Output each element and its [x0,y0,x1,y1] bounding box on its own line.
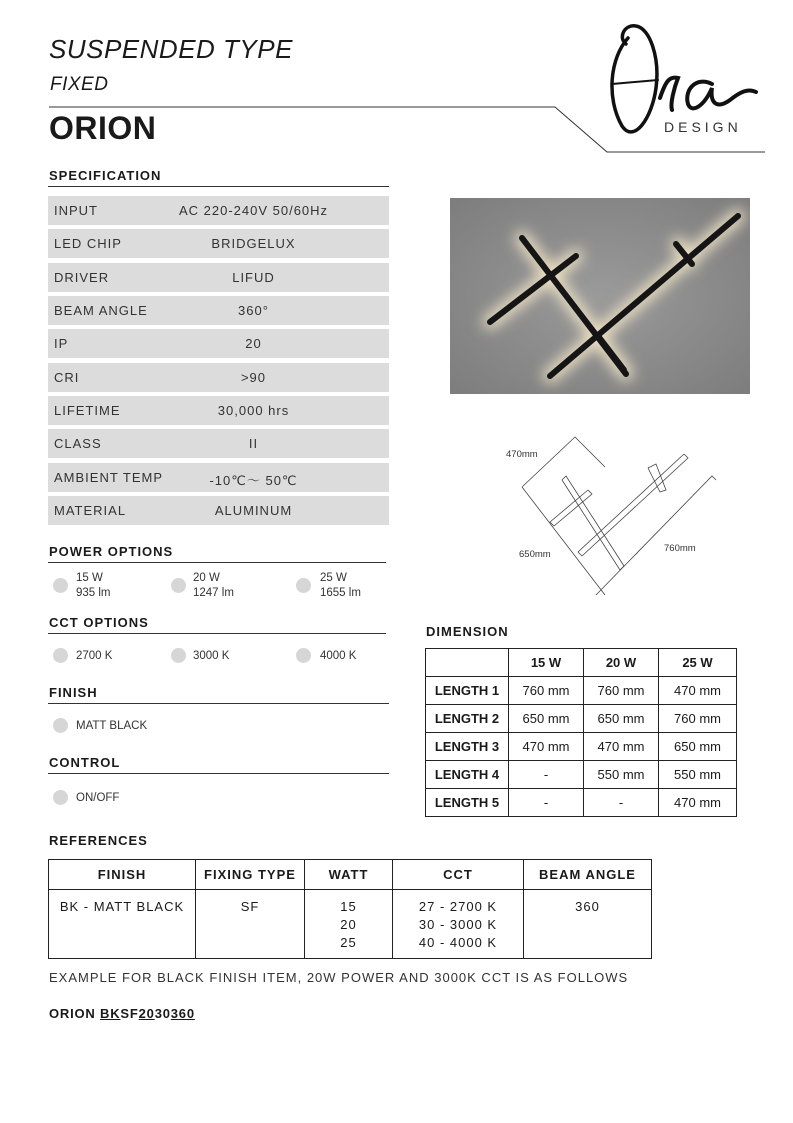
spec-row-input [48,196,389,225]
spec-value: ALUMINUM [214,503,293,518]
spec-row-beam-angle [48,296,389,325]
references-beam-cell: 360 [524,890,652,959]
dimension-col-header: 20 W [584,649,659,677]
power-lumen: 935 lm [76,587,111,599]
table-row [426,733,737,761]
spec-label: DRIVER [54,270,110,285]
dimension-cell: - [509,761,584,789]
specification-rule [48,186,389,187]
spec-value: II [248,436,259,451]
dimension-cell: - [509,789,584,817]
code-fixing: SF [120,1006,139,1021]
spec-label: IP [54,336,69,351]
code-beam: 360 [170,1006,195,1021]
spec-value: 360° [238,303,269,318]
power-watt: 20 W [193,572,220,584]
dimension-cell: 760 mm [509,677,584,705]
power-15w-radio[interactable] [53,578,68,593]
power-options-rule [48,562,386,563]
dimension-cell: 650 mm [584,705,659,733]
references-col-header: FINISH [49,860,196,890]
product-photo [450,198,750,394]
spec-row-cri [48,363,389,392]
dimension-cell: - [584,789,659,817]
spec-row-driver [48,263,389,292]
spec-value: 20 [245,336,262,351]
table-row [426,677,737,705]
dimension-drawing [500,430,730,600]
control-onoff-label[interactable]: ON/OFF [76,792,120,804]
spec-label: CLASS [54,436,102,451]
dimension-row-label: LENGTH 2 [426,705,509,733]
cct-2700-radio[interactable] [53,648,68,663]
dimension-row-label: LENGTH 1 [426,677,509,705]
cct-2700-label[interactable]: 2700 K [76,650,113,662]
table-row [426,705,737,733]
specification-heading: SPECIFICATION [49,168,162,183]
references-watt-value: 25 [340,935,357,950]
power-20w-option[interactable] [193,571,234,601]
dimension-cell: 550 mm [584,761,659,789]
cct-options-heading: CCT OPTIONS [49,615,149,630]
cct-options-rule [48,633,386,634]
dimension-cell: 470 mm [509,733,584,761]
type-heading: SUSPENDED TYPE [49,34,293,64]
table-row [426,761,737,789]
cct-4000-label[interactable]: 4000 K [320,650,357,662]
code-product: ORION [49,1006,101,1021]
dimension-row-label: LENGTH 5 [426,789,509,817]
cct-3000-label[interactable]: 3000 K [193,650,230,662]
references-col-header: FIXING TYPE [196,860,305,890]
dimension-col-header: 15 W [509,649,584,677]
dimension-cell: 760 mm [584,677,659,705]
spec-value: AC 220-240V 50/60Hz [178,203,329,218]
finish-heading: FINISH [49,685,98,700]
power-watt: 15 W [76,572,103,584]
power-watt: 25 W [320,572,347,584]
spec-value: LIFUD [232,270,275,285]
cct-4000-radio[interactable] [296,648,311,663]
spec-label: INPUT [54,203,98,218]
example-text: EXAMPLE FOR BLACK FINISH ITEM, 20W POWER AND 3000K CCT IS AS FOLLOWS [49,970,629,985]
cct-3000-radio[interactable] [171,648,186,663]
references-watt-value: 15 [340,899,357,914]
spec-row-led-chip [48,229,389,258]
dimension-cell: 550 mm [659,761,737,789]
references-finish-cell: BK - MATT BLACK [49,890,196,959]
dimension-col-header: 25 W [659,649,737,677]
references-col-header: BEAM ANGLE [524,860,652,890]
drawing-label-470: 470mm [506,449,538,460]
power-lumen: 1655 lm [320,587,361,599]
dimension-row-label: LENGTH 4 [426,761,509,789]
spec-value: 30,000 hrs [217,403,290,418]
code-cct: 30 [154,1006,171,1021]
spec-value: >90 [240,370,267,385]
references-col-header: WATT [305,860,393,890]
dimension-cell: 470 mm [659,789,737,817]
brand-logo [600,18,770,138]
power-20w-radio[interactable] [171,578,186,593]
drawing-label-650: 650mm [519,549,551,560]
dimension-cell: 650 mm [509,705,584,733]
dimension-heading: DIMENSION [426,624,509,639]
power-25w-radio[interactable] [296,578,311,593]
dimension-cell: 650 mm [659,733,737,761]
table-row [49,890,652,959]
dimension-table [425,648,737,817]
drawing-label-760: 760mm [664,543,696,554]
spec-row-lifetime [48,396,389,425]
example-product-code [49,1006,195,1021]
finish-rule [48,703,389,704]
logo-subtext: DESIGN [664,119,742,135]
product-photo-illustration [450,198,750,394]
spec-value: BRIDGELUX [211,236,296,251]
references-watt-cell [305,890,393,959]
references-heading: REFERENCES [49,833,148,848]
dimension-cell: 470 mm [584,733,659,761]
references-watt-value: 20 [340,917,357,932]
spec-row-class [48,429,389,458]
dimension-corner-cell [426,649,509,677]
references-cct-value: 27 - 2700 K [418,899,498,914]
references-col-header: CCT [393,860,524,890]
spec-row-ambient-temp [48,463,389,492]
control-onoff-radio[interactable] [53,790,68,805]
spec-row-ip [48,329,389,358]
control-heading: CONTROL [49,755,121,770]
code-finish: BK [100,1006,121,1021]
spec-row-material [48,496,389,525]
references-cct-cell [393,890,524,959]
spec-label: CRI [54,370,80,385]
dimension-cell: 760 mm [659,705,737,733]
power-25w-option[interactable] [320,571,361,601]
references-cct-value: 40 - 4000 K [418,935,498,950]
references-header-row [49,860,652,890]
spec-label: BEAM ANGLE [54,303,148,318]
dimension-header-row [426,649,737,677]
references-fixing-cell: SF [196,890,305,959]
mount-subheading: FIXED [50,74,109,95]
power-lumen: 1247 lm [193,587,234,599]
spec-label: MATERIAL [54,503,127,518]
spec-label: LIFETIME [54,403,121,418]
dimension-cell: 470 mm [659,677,737,705]
control-rule [48,773,389,774]
power-15w-option[interactable] [76,571,111,601]
code-watt: 20 [138,1006,155,1021]
spec-label: AMBIENT TEMP [54,470,164,485]
dimension-row-label: LENGTH 3 [426,733,509,761]
finish-matt-black-radio[interactable] [53,718,68,733]
spec-label: LED CHIP [54,236,122,251]
product-title: ORION [49,110,157,146]
references-table [48,859,652,959]
finish-matt-black-label[interactable]: MATT BLACK [76,720,148,732]
table-row [426,789,737,817]
power-options-heading: POWER OPTIONS [49,544,174,559]
spec-value: -10℃～ 50℃ [209,473,298,488]
references-cct-value: 30 - 3000 K [418,917,498,932]
